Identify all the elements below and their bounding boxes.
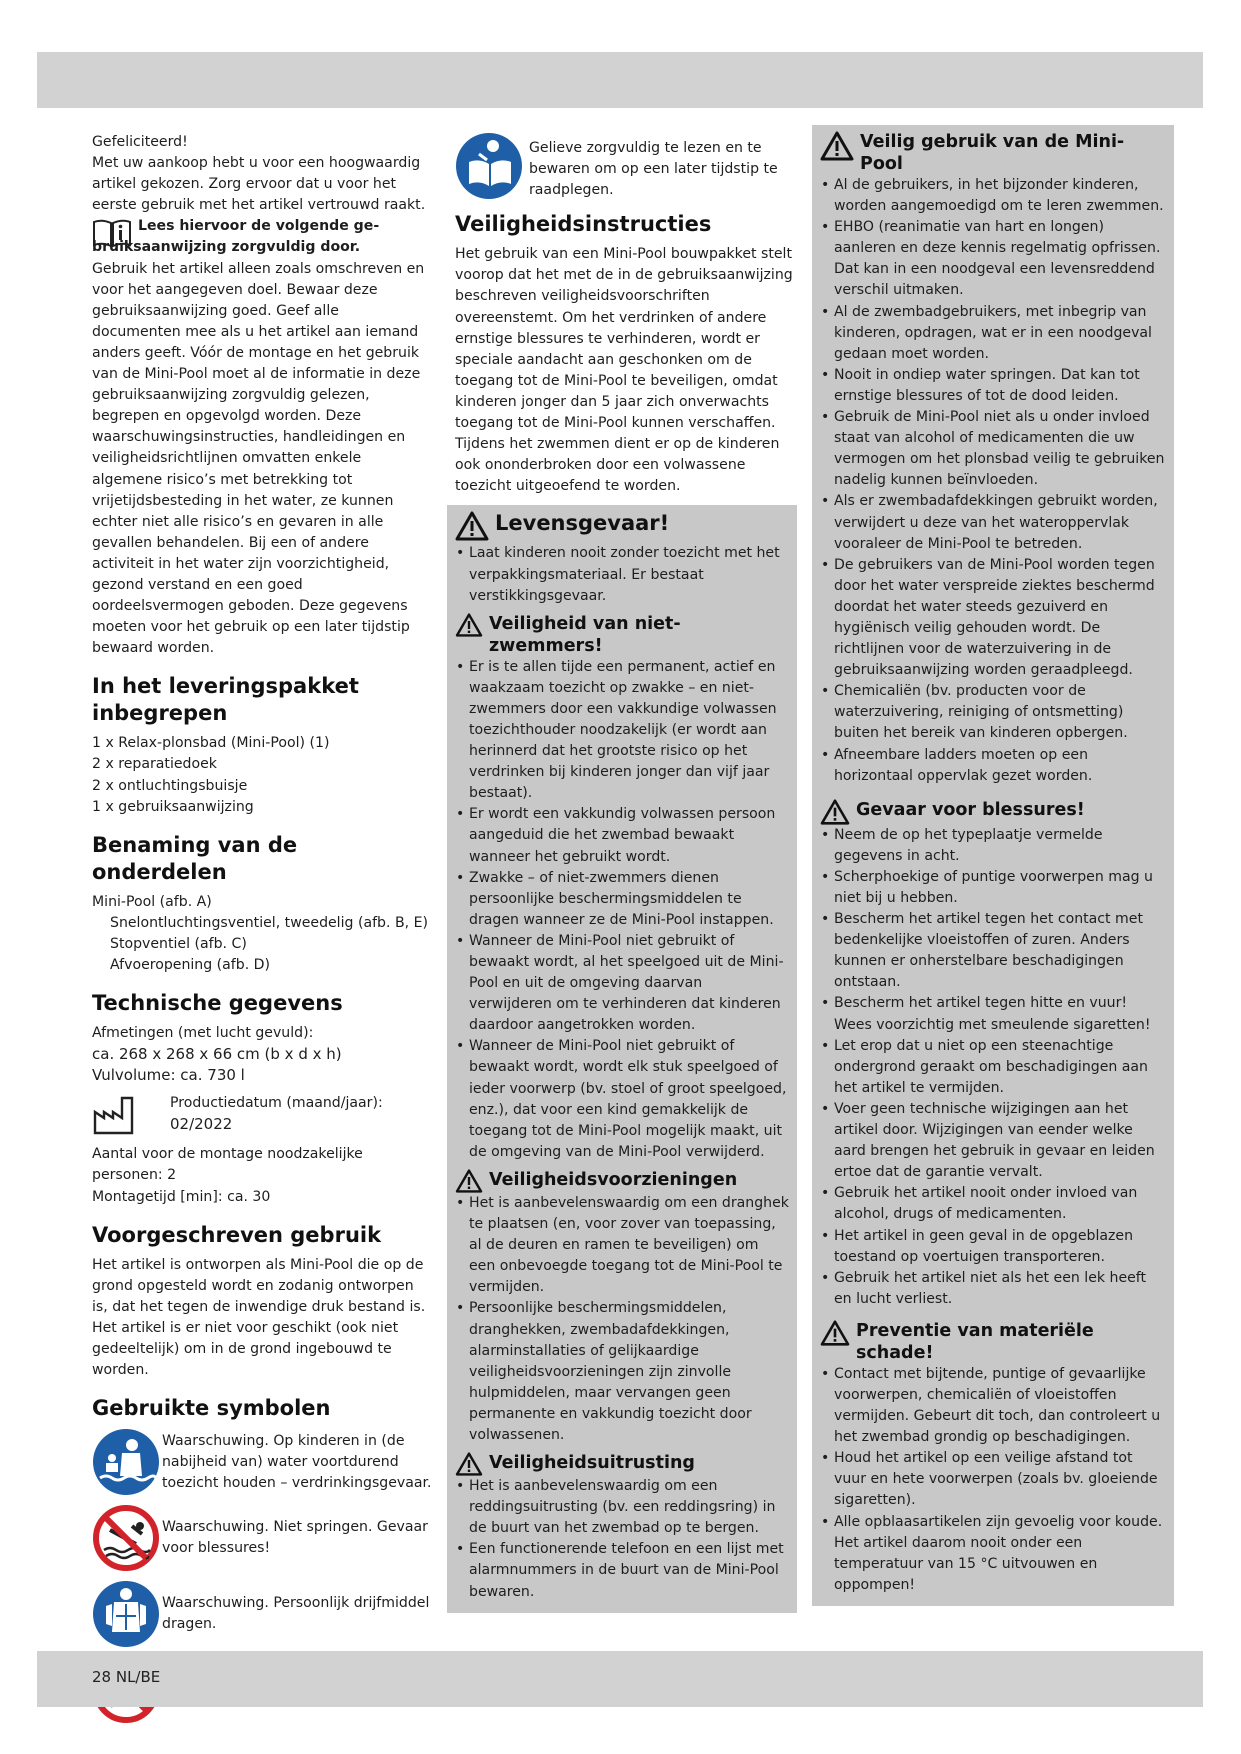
parts-list: [92, 892, 432, 976]
no-diving-icon: [92, 1504, 160, 1572]
list-item: • Laat kinderen nooit zonder toezicht met het verpakkingsmateriaal. Er bestaat verstikkingsgevaar.: [455, 543, 789, 606]
package-item: 1 x gebruiksaanwijzing: [92, 798, 254, 815]
list-item: • Al de gebruikers, in het bijzonder kinderen, worden aangemoedigd om te leren zwemmen.: [820, 175, 1166, 217]
list-item: • Alle opblaasartikelen zijn gevoelig voor koude. Het artikel daarom nooit onder een temperatuur van 15 °C uitvouwen en oppompen!: [820, 1512, 1166, 1596]
tech-data: [92, 1023, 432, 1208]
parts-main: Mini-Pool (afb. A): [92, 893, 212, 910]
warning-triangle-icon: [455, 511, 489, 541]
greeting: Gefeliciteerd!: [92, 134, 188, 150]
package-item: 2 x ontluchtingsbuisje: [92, 777, 248, 794]
tech-heading: Technische gegevens: [92, 991, 343, 1016]
list-item: • Neem de op het typeplaatje vermelde gegevens in acht.: [820, 825, 1166, 867]
danger-heading: [455, 511, 789, 541]
list-item: • EHBO (reanimatie van hart en longen) aanleren en deze kennis regelmatig opfrissen. Dat kan in een noodgeval een levensreddend verschil uitmaken.: [820, 217, 1166, 301]
warning-triangle-icon: [455, 1169, 483, 1193]
production-date-value: 02/2022: [170, 1115, 233, 1134]
column-right: [812, 125, 1174, 1606]
list-item: • Wanneer de Mini-Pool niet gebruikt of bewaakt wordt, al het speelgoed uit de Mini-Pool en uit de omgeving daarvan verwijderen om te verhinderen dat kinderen daardoor aangetrokken worden.: [455, 931, 789, 1036]
package-item: 1 x Relax-plonsbad (Mini-Pool) (1): [92, 735, 330, 752]
list-item: • Het is aanbevelenswaardig om een reddingsuitrusting (bv. een reddingsring) in de buurt van het zwembad op te bergen.: [455, 1476, 789, 1539]
intro-text: Met uw aankoop hebt u voor een hoogwaardig artikel gekozen. Zorg ervoor dat u voor het eerste gebruik met het artikel vertrouwd raakt.: [92, 155, 426, 214]
list-item: • Gebruik de Mini-Pool niet als u onder invloed staat van alcohol of medicamenten die uw vermogen om het plonsbad veilig te gebruiken nadelig kunnen beïnvloeden.: [820, 407, 1166, 491]
warning-triangle-icon: [820, 131, 854, 161]
production-date: [92, 1092, 432, 1136]
list-item: • Bescherm het artikel tegen hitte en vuur! Wees voorzichtig met smeulende sigaretten!: [820, 993, 1166, 1035]
equipment-heading-text: Veiligheidsuitrusting: [489, 1453, 695, 1474]
symbol-row: [92, 1428, 432, 1496]
list-item: • Let erop dat u niet op een steenachtige ondergrond geraakt om beschadigingen aan het artikel te vermijden.: [820, 1036, 1166, 1099]
list-item: • Gebruik het artikel nooit onder invloed van alcohol, drugs of medicamenten.: [820, 1183, 1166, 1225]
warning-triangle-icon: [820, 1320, 850, 1346]
assembly-persons: Aantal voor de montage noodzakelijke personen: 2: [92, 1146, 363, 1184]
list-item: • Bescherm het artikel tegen het contact met bedenkelijke vloeistoffen of zuren. Anders kunnen er onherstelbare beschadigingen ontstaan.: [820, 909, 1166, 993]
injury-heading-text: Gevaar voor blessures!: [856, 799, 1085, 820]
package-heading: In het leveringspakket inbegrepen: [92, 674, 359, 726]
list-item: • Als er zwembadafdekkingen gebruikt worden, verwijdert u deze van het wateroppervlak vooraleer de Mini-Pool te betreden.: [820, 491, 1166, 554]
package-list: [92, 733, 432, 817]
warning-triangle-icon: [455, 613, 483, 637]
tech-dims-value: ca. 268 x 268 x 66 cm (b x d x h): [92, 1045, 342, 1064]
list-item: • Chemicaliën (bv. producten voor de waterzuivering, reiniging of ontsmetting) buiten het bereik van kinderen opbergen.: [820, 681, 1166, 744]
life-vest-icon: [92, 1580, 160, 1648]
facilities-heading: [455, 1169, 789, 1193]
safety-heading: Veiligheidsinstructies: [455, 212, 712, 237]
symbols-heading: Gebruikte symbolen: [92, 1396, 331, 1421]
safe-use-heading-text: Veilig gebruik van de Mini-Pool: [860, 132, 1125, 174]
list-item: • Wanneer de Mini-Pool niet gebruikt of bewaakt wordt, wordt elk stuk speelgoed of ieder voorwerp (bv. stoel of groot speelgoed, enz.), dat voor een kind gemakkelijk de toegang tot de Mini-Pool mogelijk maakt, uit de omgeving van de Mini-Pool verwijderd.: [455, 1036, 789, 1163]
tech-volume: Vulvolume: ca. 730 l: [92, 1066, 245, 1085]
list-item: • De gebruikers van de Mini-Pool worden tegen door het water verspreide ziektes beschermd doordat het water steeds gezuiverd en hygiënisch veilig gehouden wordt. De richtlijnen voor de waterzuivering in de gebruiksaanwijzing worden geraadpleegd.: [820, 555, 1166, 682]
tech-dims-label: Afmetingen (met lucht gevuld):: [92, 1025, 314, 1042]
parts-sub-item: Stopventiel (afb. C): [110, 935, 247, 952]
read-manual-notice: [92, 216, 432, 258]
list-item: • Scherphoekige of puntige voorwerpen mag u niet bij u hebben.: [820, 867, 1166, 909]
column-left: [92, 132, 432, 1724]
symbol-text: Waarschuwing. Op kinderen in (de nabijheid van) water voortdurend toezicht houden – verdrinkingsgevaar.: [162, 1432, 432, 1491]
list-item: • Er is te allen tijde een permanent, actief en waakzaam toezicht op zwakke – en niet-zwemmers door een vakkundige volwassen toezichthouder noodzakelijk (er wordt aan herinnerd dat het grootste risico op het verdrinken bij kinderen jonger dan vijf jaar bestaat).: [455, 657, 789, 805]
list-item: • Er wordt een vakkundig volwassen persoon aangeduid die het zwembad bewaakt wanneer het gebruikt wordt.: [455, 804, 789, 867]
nonswimmer-heading-text: Veiligheid van niet-zwemmers!: [489, 613, 681, 656]
footer-bar: [37, 1651, 1203, 1707]
child-supervision-icon: [92, 1428, 160, 1496]
page-number: 28 NL/BE: [92, 1668, 161, 1686]
list-item: • Al de zwembadgebruikers, met inbegrip van kinderen, opdragen, wat er in een noodgeval gedaan moet worden.: [820, 302, 1166, 365]
list-item: • Het is aanbevelenswaardig om een dranghek te plaatsen (en, voor zover van toepassing, al de deuren en ramen te beveiligen) om een onbevoegde toegang tot de Mini-Pool te vermijden.: [455, 1193, 789, 1298]
warning-triangle-icon: [455, 1452, 483, 1476]
equipment-heading: [455, 1452, 789, 1476]
package-item: 2 x reparatiedoek: [92, 756, 217, 773]
factory-icon: [92, 1092, 144, 1136]
facilities-list: [455, 1193, 789, 1446]
damage-heading: [820, 1320, 1166, 1364]
read-note-text: Gelieve zorgvuldig te lezen en te bewaren om op een later tijdstip te raadplegen.: [529, 140, 778, 199]
parts-heading: Benaming van de onderdelen: [92, 832, 298, 884]
list-item: • Nooit in ondiep water springen. Dat kan tot ernstige blessures of tot de dood leiden.: [820, 365, 1166, 407]
list-item: • Persoonlijke beschermingsmiddelen, dranghekken, zwembadafdekkingen, alarminstallaties of gelijkaardige veiligheidsvoorzieningen zijn zinvolle hulpmiddelen, maar vervangen geen permanente en vakkundig toezicht door volwassenen.: [455, 1298, 789, 1446]
danger-heading-text: Levensgevaar!: [495, 511, 670, 536]
list-item: • Zwakke – of niet-zwemmers dienen persoonlijke beschermingsmiddelen te dragen wanneer ze de Mini-Pool instappen.: [455, 868, 789, 931]
list-item: • Houd het artikel op een veilige afstand tot vuur en hete voorwerpen (zoals bv. gloeiende sigaretten).: [820, 1448, 1166, 1511]
read-manual-icon: [455, 132, 523, 200]
damage-list: [820, 1364, 1166, 1596]
nonswimmer-list: [455, 657, 789, 1163]
assembly-time: Montagetijd [min]: ca. 30: [92, 1188, 271, 1205]
production-date-label: Productiedatum (maand/jaar):: [170, 1095, 383, 1112]
read-note: [455, 132, 797, 201]
list-item: • Gebruik het artikel niet als het een lek heeft en lucht verliest.: [820, 1268, 1166, 1310]
symbol-row: [92, 1580, 432, 1648]
warning-box: [447, 505, 797, 1612]
list-item: • Contact met bijtende, puntige of gevaarlijke voorwerpen, chemicaliën of vloeistoffen vermijden. Gebeurt dit toch, dan controleert u het zwembad grondig op beschadigingen.: [820, 1364, 1166, 1448]
symbol-text: Waarschuwing. Persoonlijk drijfmiddel dragen.: [162, 1595, 430, 1633]
list-item: • Het artikel in geen geval in de opgeblazen toestand op voertuigen transporteren.: [820, 1226, 1166, 1268]
parts-sub-item: Afvoeropening (afb. D): [110, 957, 271, 973]
list-item: • Afneembare ladders moeten op een horizontaal oppervlak gezet worden.: [820, 745, 1166, 787]
intended-use-heading: Voorgeschreven gebruik: [92, 1222, 382, 1247]
header-bar: [37, 52, 1203, 108]
read-heading-line2: bruiksaanwijzing zorgvuldig door.: [92, 239, 361, 256]
list-item: • Een functionerende telefoon en een lijst met alarmnummers in de buurt van de Mini-Pool bewaren.: [455, 1539, 789, 1602]
safety-body: Het gebruik van een Mini-Pool bouwpakket stelt voorop dat het met de in de gebruiksaanwijzing beschreven veiligheidsvoorschriften overeenstemt. Om het verdrinken of andere ernstige blessures te verhinderen, wordt er speciale aandacht aan geschonken om de toegang tot de Mini-Pool te beveiligen, omdat kinderen jonger dan 5 jaar zich onverwachts toegang tot de Mini-Pool kunnen verschaffen. Tijdens het zwemmen dient er op de kinderen ook ononderbroken door een volwassene toezicht uitgeoefend te worden.: [455, 246, 793, 495]
column-middle: [455, 132, 797, 1613]
danger-list: [455, 543, 789, 606]
list-item: • Voer geen technische wijzigingen aan het artikel door. Wijzigingen van eender welke aard brengen het gebruik in gevaar en leiden ertoe dat de garantie vervalt.: [820, 1099, 1166, 1183]
parts-sub-item: Snelontluchtingsventiel, tweedelig (afb. B, E): [110, 914, 428, 931]
intro-body: Gebruik het artikel alleen zoals omschreven en voor het aangegeven doel. Bewaar deze gebruiksaanwijzing goed. Geef alle documenten mee als u het artikel aan iemand anders geeft. Vóór de montage en het gebruik van de Mini-Pool moet al de informatie in deze gebruiksaanwijzing zorgvuldig gelezen, begrepen en opgevolgd worden. Deze waarschuwingsinstructies, handleidingen en veiligheidsrichtlijnen omvatten enkele algemene risico’s met betrekking tot vrijetijdsbesteding in het water, ze kunnen echter niet alle risico’s en gevaren in alle gevallen behandelen. Bij een of andere activiteit in het water zijn voorzichtigheid, gezond verstand en een goed oordeelsvermogen geboden. Deze gegevens moeten voor het gebruik op een later tijdstip bewaard worden.: [92, 260, 425, 657]
warning-triangle-icon: [820, 799, 850, 825]
injury-heading: [820, 799, 1166, 825]
injury-list: [820, 825, 1166, 1310]
symbol-row: [92, 1504, 432, 1572]
facilities-heading-text: Veiligheidsvoorzieningen: [489, 1169, 738, 1190]
symbol-text: Waarschuwing. Niet springen. Gevaar voor blessures!: [162, 1519, 428, 1557]
read-heading-line1: Lees hiervoor de volgende ge-: [138, 218, 380, 235]
damage-heading-text: Preventie van materiële schade!: [856, 1320, 1094, 1363]
equipment-list: [455, 1476, 789, 1603]
safe-use-list: [820, 175, 1166, 787]
intended-use-body: Het artikel is ontworpen als Mini-Pool die op de grond opgesteld wordt en zodanig ontworpen is, dat het tegen de inwendige druk bestand is. Het artikel is er niet voor geschikt (ook niet gedeeltelijk) om in de grond ingebouwd te worden.: [92, 1256, 426, 1379]
nonswimmer-heading: [455, 613, 789, 657]
safe-use-heading: [820, 131, 1166, 175]
